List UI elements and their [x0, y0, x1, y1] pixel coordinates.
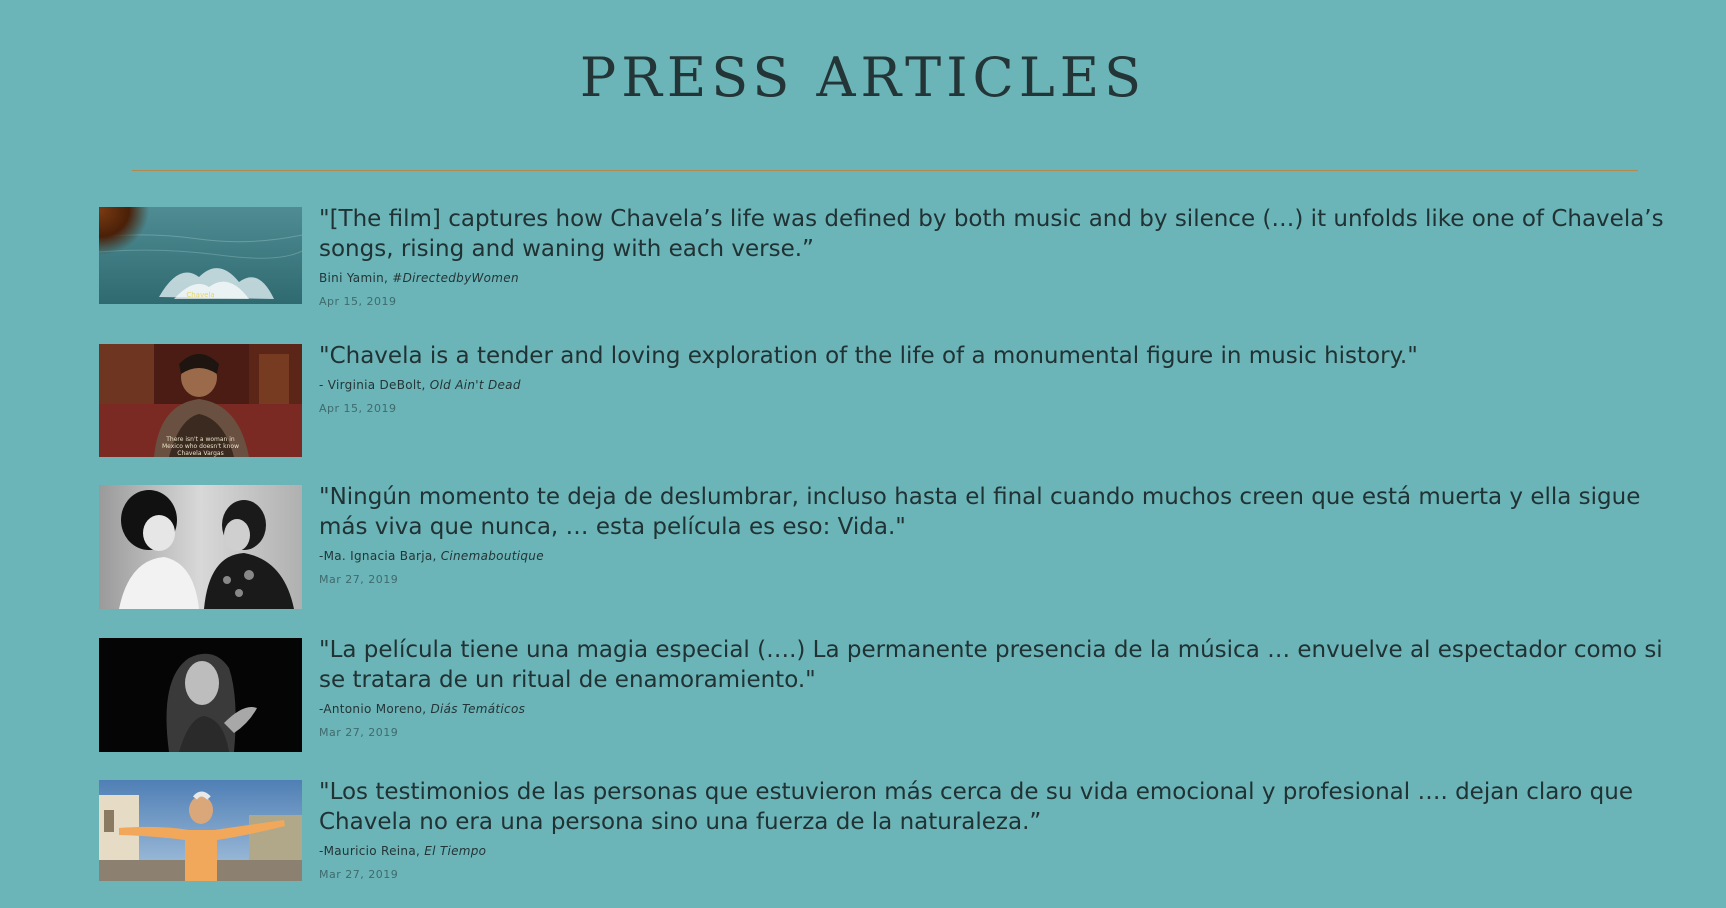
article-date: Apr 15, 2019: [319, 295, 397, 308]
article-date: Mar 27, 2019: [319, 573, 399, 586]
list-item: [99, 485, 1669, 638]
article-quote[interactable]: "Ningún momento te deja de deslumbrar, incluso hasta el final cuando muchos creen que está muerta y ella sigue más viva que nunca, … esta película es eso: Vida.": [319, 484, 1641, 540]
article-thumbnail[interactable]: [99, 638, 302, 752]
article-text: [319, 204, 1669, 309]
article-thumbnail[interactable]: [99, 485, 302, 609]
article-text: [319, 341, 1669, 416]
page-header: [0, 38, 1726, 118]
article-date: Mar 27, 2019: [319, 868, 399, 881]
list-item: [99, 638, 1669, 780]
article-publication: Cinemaboutique: [440, 549, 544, 563]
article-date: Apr 15, 2019: [319, 402, 397, 415]
article-author: -Ma. Ignacia Barja,: [319, 549, 441, 563]
list-item: [99, 207, 1669, 344]
thumbnail-caption: Chavela: [186, 291, 215, 299]
list-item: [99, 780, 1669, 890]
article-byline: [319, 701, 1669, 717]
open-arms-still-icon: [99, 780, 302, 881]
article-author: - Virginia DeBolt,: [319, 378, 430, 392]
article-byline: [319, 548, 1669, 564]
article-date: Mar 27, 2019: [319, 726, 399, 739]
article-byline: [319, 843, 1669, 859]
article-quote[interactable]: "[The film] captures how Chavela’s life was defined by both music and by silence (…) it unfolds like one of Chavela’s songs, rising and waning with each verse.”: [319, 206, 1664, 262]
article-author: -Antonio Moreno,: [319, 702, 431, 716]
article-quote[interactable]: "La película tiene una magia especial (….) La permanente presencia de la música … envuelve al espectador como si se tratara de un ritual de enamoramiento.": [319, 637, 1663, 693]
water-splash-still-icon: [99, 207, 302, 304]
header-divider: [132, 170, 1638, 171]
article-quote[interactable]: "Los testimonios de las personas que estuvieron más cerca de su vida emocional y profesional …. dejan claro que Chavela no era una persona sino una fuerza de la naturaleza.”: [319, 779, 1633, 835]
article-publication: El Tiempo: [424, 844, 487, 858]
article-byline: [319, 377, 1669, 393]
list-item: [99, 344, 1669, 485]
article-publication: Diás Temáticos: [430, 702, 526, 716]
press-articles-list: [99, 207, 1669, 890]
article-byline: [319, 270, 1669, 286]
thumbnail-caption: There isn't a woman in Mexico who doesn't know Chavela Vargas: [161, 436, 239, 457]
article-author: Bini Yamin,: [319, 271, 393, 285]
article-text: [319, 777, 1669, 882]
article-author: -Mauricio Reina,: [319, 844, 425, 858]
page-title: PRESS ARTICLES: [579, 46, 1147, 109]
article-publication: Old Ain't Dead: [429, 378, 521, 392]
article-thumbnail[interactable]: [99, 780, 302, 881]
article-thumbnail[interactable]: [99, 207, 302, 304]
article-text: [319, 482, 1669, 587]
two-women-photo-still-icon: [99, 485, 302, 609]
article-quote[interactable]: "Chavela is a tender and loving exploration of the life of a monumental figure in music history.": [319, 343, 1418, 369]
article-publication: #DirectedbyWomen: [392, 271, 519, 285]
article-text: [319, 635, 1669, 740]
article-thumbnail[interactable]: [99, 344, 302, 457]
singer-portrait-still-icon: [99, 638, 302, 752]
